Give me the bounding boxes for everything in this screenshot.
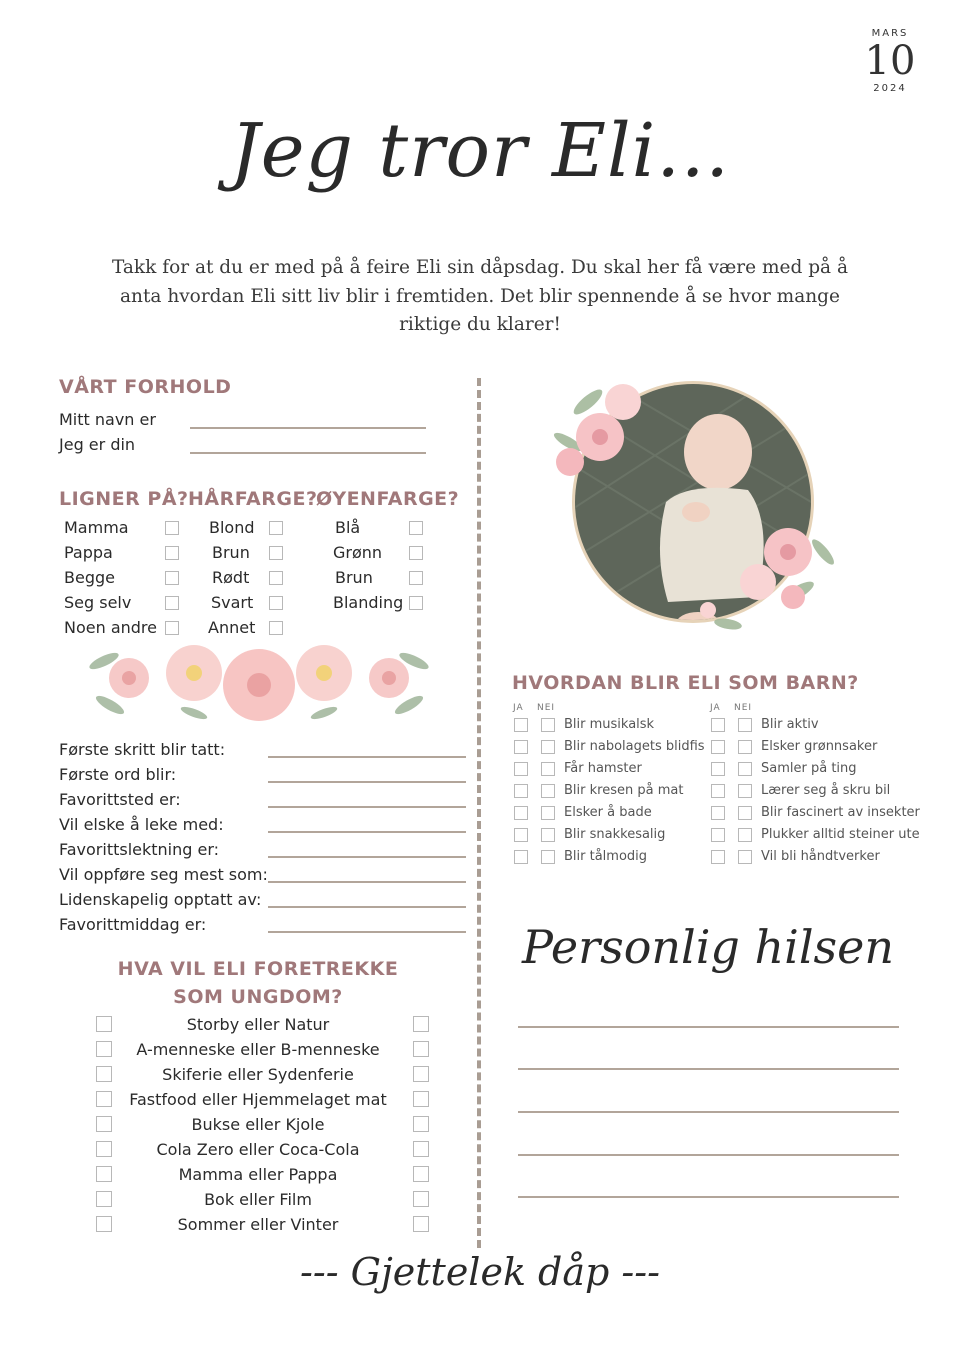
name-label: Mitt navn er bbox=[59, 410, 156, 429]
child-item: Blir fascinert av insekter bbox=[761, 805, 920, 820]
checkbox-no[interactable] bbox=[541, 784, 555, 798]
footer-title: --- Gjettelek dåp --- bbox=[300, 1250, 660, 1294]
checkbox-right[interactable] bbox=[413, 1216, 429, 1232]
checkbox-yes[interactable] bbox=[711, 850, 725, 864]
checkbox-right[interactable] bbox=[413, 1191, 429, 1207]
relation-label: Jeg er din bbox=[59, 435, 136, 454]
checkbox-yes[interactable] bbox=[514, 806, 528, 820]
relationship-heading: VÅRT FORHOLD bbox=[59, 376, 232, 398]
child-item: Lærer seg å skru bil bbox=[761, 783, 891, 798]
checkbox-yes[interactable] bbox=[514, 828, 528, 842]
checkbox-yes[interactable] bbox=[711, 718, 725, 732]
child-item: Får hamster bbox=[564, 761, 642, 776]
hair-heading: HÅRFARGE? bbox=[188, 488, 318, 510]
child-item: Elsker å bade bbox=[564, 805, 652, 820]
checkbox-yes[interactable] bbox=[514, 718, 528, 732]
youth-item: Bukse eller Kjole bbox=[191, 1115, 325, 1134]
hair-option: Annet bbox=[208, 618, 256, 637]
checkbox-no[interactable] bbox=[541, 740, 555, 754]
greeting-line[interactable] bbox=[518, 1196, 899, 1198]
child-item: Blir tålmodig bbox=[564, 849, 648, 864]
looks-option: Pappa bbox=[64, 543, 113, 562]
checkbox-right[interactable] bbox=[413, 1091, 429, 1107]
checkbox[interactable] bbox=[269, 621, 283, 635]
eye-option: Brun bbox=[335, 568, 373, 587]
column-divider bbox=[477, 378, 481, 1248]
answer-line[interactable] bbox=[268, 931, 466, 933]
checkbox[interactable] bbox=[269, 546, 283, 560]
firsts-label: Vil oppføre seg mest som: bbox=[59, 865, 268, 884]
checkbox-no[interactable] bbox=[541, 828, 555, 842]
checkbox-right[interactable] bbox=[413, 1141, 429, 1157]
answer-line[interactable] bbox=[268, 831, 466, 833]
eye-heading: ØYENFARGE? bbox=[316, 488, 460, 510]
eye-option: Grønn bbox=[333, 543, 383, 562]
youth-item: Storby eller Natur bbox=[186, 1015, 330, 1034]
checkbox-yes[interactable] bbox=[711, 806, 725, 820]
checkbox[interactable] bbox=[269, 521, 283, 535]
answer-line[interactable] bbox=[268, 906, 466, 908]
child-item: Blir nabolagets blidfis bbox=[564, 739, 705, 754]
answer-line[interactable] bbox=[268, 806, 466, 808]
checkbox[interactable] bbox=[409, 521, 423, 535]
child-item: Vil bli håndtverker bbox=[761, 849, 880, 864]
name-line[interactable] bbox=[190, 427, 426, 429]
checkbox[interactable] bbox=[409, 571, 423, 585]
checkbox-no[interactable] bbox=[738, 718, 752, 732]
relation-line[interactable] bbox=[190, 452, 426, 454]
youth-item: Skiferie eller Sydenferie bbox=[162, 1065, 354, 1084]
checkbox-yes[interactable] bbox=[514, 740, 528, 754]
child-item: Blir musikalsk bbox=[564, 717, 655, 732]
hair-option: Brun bbox=[212, 543, 250, 562]
eye-option: Blanding bbox=[333, 593, 404, 612]
checkbox-no[interactable] bbox=[738, 850, 752, 864]
checkbox-no[interactable] bbox=[738, 740, 752, 754]
checkbox-right[interactable] bbox=[413, 1166, 429, 1182]
checkbox-yes[interactable] bbox=[514, 850, 528, 864]
looks-heading: LIGNER PÅ? bbox=[59, 488, 189, 510]
child-heading: HVORDAN BLIR ELI SOM BARN? bbox=[512, 672, 859, 694]
checkbox-right[interactable] bbox=[413, 1041, 429, 1057]
child-item: Samler på ting bbox=[761, 761, 857, 776]
firsts-label: Favorittslektning er: bbox=[59, 840, 220, 859]
child-item: Blir kresen på mat bbox=[564, 783, 684, 798]
checkbox[interactable] bbox=[269, 596, 283, 610]
checkbox-no[interactable] bbox=[541, 850, 555, 864]
checkbox[interactable] bbox=[409, 546, 423, 560]
yes-label-left: JA bbox=[513, 703, 524, 713]
greeting-line[interactable] bbox=[518, 1026, 899, 1028]
date-year: 2024 bbox=[873, 83, 907, 94]
checkbox-yes[interactable] bbox=[514, 762, 528, 776]
checkbox[interactable] bbox=[165, 596, 179, 610]
firsts-label: Favorittmiddag er: bbox=[59, 915, 207, 934]
baby-photo-wreath bbox=[548, 362, 838, 637]
firsts-label: Vil elske å leke med: bbox=[59, 815, 224, 834]
child-item: Blir snakkesalig bbox=[564, 827, 666, 842]
youth-item: A-menneske eller B-menneske bbox=[136, 1040, 380, 1059]
hair-option: Rødt bbox=[212, 568, 250, 587]
looks-option: Noen andre bbox=[64, 618, 157, 637]
checkbox[interactable] bbox=[409, 596, 423, 610]
checkbox-yes[interactable] bbox=[514, 784, 528, 798]
hair-option: Blond bbox=[209, 518, 255, 537]
checkbox-no[interactable] bbox=[541, 718, 555, 732]
checkbox-right[interactable] bbox=[413, 1016, 429, 1032]
checkbox-no[interactable] bbox=[541, 806, 555, 820]
youth-item: Mamma eller Pappa bbox=[178, 1165, 338, 1184]
date-month: MARS bbox=[871, 28, 909, 39]
greeting-line[interactable] bbox=[518, 1154, 899, 1156]
child-item: Plukker alltid steiner ute bbox=[761, 827, 920, 842]
answer-line[interactable] bbox=[268, 756, 466, 758]
no-label-right: NEI bbox=[734, 703, 753, 713]
youth-heading-line1: HVA VIL ELI FORETREKKE bbox=[117, 958, 399, 980]
firsts-label: Favorittsted er: bbox=[59, 790, 181, 809]
checkbox-yes[interactable] bbox=[711, 762, 725, 776]
checkbox-yes[interactable] bbox=[711, 784, 725, 798]
checkbox[interactable] bbox=[269, 571, 283, 585]
firsts-label: Første ord blir: bbox=[59, 765, 177, 784]
checkbox[interactable] bbox=[165, 546, 179, 560]
youth-item: Sommer eller Vinter bbox=[177, 1215, 339, 1234]
eye-option: Blå bbox=[335, 518, 361, 537]
checkbox-right[interactable] bbox=[413, 1066, 429, 1082]
youth-item: Cola Zero eller Coca-Cola bbox=[156, 1140, 360, 1159]
checkbox-no[interactable] bbox=[738, 806, 752, 820]
child-item: Blir aktiv bbox=[761, 717, 819, 732]
firsts-label: Første skritt blir tatt: bbox=[59, 740, 226, 759]
answer-line[interactable] bbox=[268, 856, 466, 858]
checkbox-no[interactable] bbox=[541, 762, 555, 776]
greeting-line[interactable] bbox=[518, 1068, 899, 1070]
page-title: Jeg tror Eli... bbox=[230, 108, 730, 194]
greeting-title: Personlig hilsen bbox=[521, 920, 895, 974]
youth-item: Bok eller Film bbox=[204, 1190, 312, 1209]
youth-item: Fastfood eller Hjemmelaget mat bbox=[129, 1090, 387, 1109]
flower-decoration bbox=[109, 645, 409, 721]
greeting-line[interactable] bbox=[518, 1111, 899, 1113]
youth-heading-line2: SOM UNGDOM? bbox=[173, 986, 343, 1008]
answer-line[interactable] bbox=[268, 781, 466, 783]
child-item: Elsker grønnsaker bbox=[761, 739, 878, 754]
checkbox-no[interactable] bbox=[738, 828, 752, 842]
answer-line[interactable] bbox=[268, 881, 466, 883]
checkbox[interactable] bbox=[165, 521, 179, 535]
checkbox-yes[interactable] bbox=[711, 740, 725, 754]
yes-label-right: JA bbox=[710, 703, 721, 713]
looks-option: Seg selv bbox=[64, 593, 132, 612]
hair-option: Svart bbox=[211, 593, 254, 612]
floral-banner bbox=[84, 643, 434, 725]
checkbox[interactable] bbox=[165, 571, 179, 585]
looks-option: Mamma bbox=[64, 518, 129, 537]
date-block bbox=[850, 28, 930, 94]
intro-text: Takk for at du er med på å feire Eli sin dåpsdag. Du skal her få være med på å anta hvordan Eli sitt liv blir i fremtiden. Det blir spennende å se hvor mange riktige du klarer! bbox=[112, 257, 848, 335]
no-label-left: NEI bbox=[537, 703, 556, 713]
looks-option: Begge bbox=[64, 568, 115, 587]
date-day: 10 bbox=[864, 38, 916, 84]
checkbox[interactable] bbox=[165, 621, 179, 635]
checkbox-no[interactable] bbox=[738, 784, 752, 798]
firsts-label: Lidenskapelig opptatt av: bbox=[59, 890, 262, 909]
checkbox-yes[interactable] bbox=[711, 828, 725, 842]
checkbox-no[interactable] bbox=[738, 762, 752, 776]
checkbox-right[interactable] bbox=[413, 1116, 429, 1132]
